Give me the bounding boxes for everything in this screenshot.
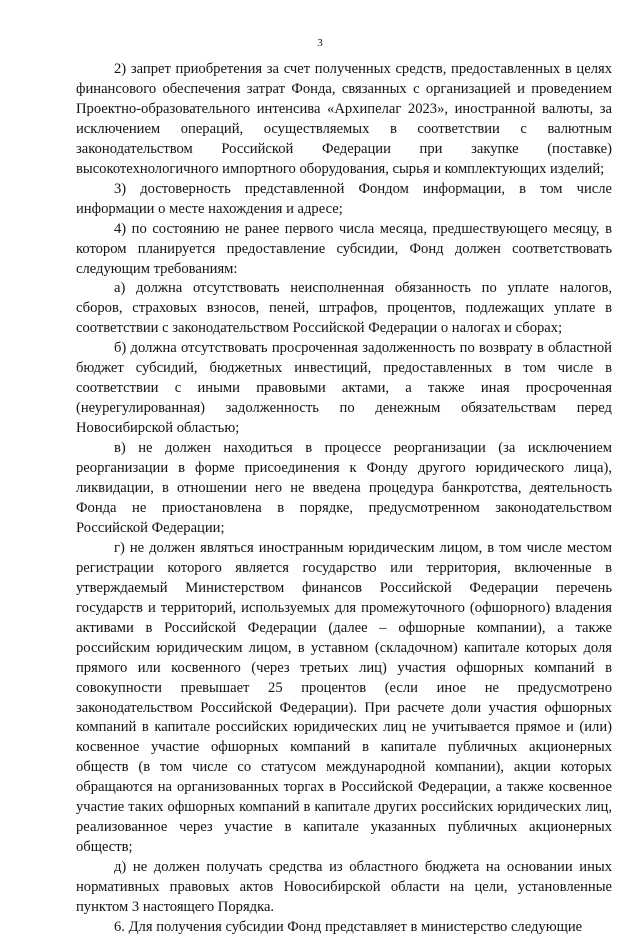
paragraph-item-4: 4) по состоянию не ранее первого числа месяца, предшествующего месяцу, в котором планируется предоставление субсидии, Фонд должен соответствовать следующим требованиям:: [76, 220, 612, 277]
document-body: [76, 60, 612, 938]
paragraph-subitem-d: д) не должен получать средства из областного бюджета на основании иных нормативных правовых актов Новосибирской области на цели, установленные пунктом 3 настоящего Порядка.: [76, 859, 612, 916]
paragraph-subitem-a: а) должна отсутствовать неисполненная обязанность по уплате налогов, сборов, страховых взносов, пеней, штрафов, процентов, подлежащих уплате в соответствии с законодательством Российской Федерации о налогах и сборах;: [76, 280, 612, 337]
page-number: 3: [317, 37, 323, 49]
paragraph-section-6: 6. Для получения субсидии Фонд представляет в министерство следующие: [114, 918, 583, 935]
paragraph-subitem-v: в) не должен находиться в процессе реорганизации (за исключением реорганизации в форме присоединения к Фонду другого юридического лица), ликвидации, в отношении него не введена процедура банкротства, деятельность Фонда не приостановлена в порядке, предусмотренном законодательством Российской Федерации;: [76, 440, 612, 536]
paragraph-subitem-g: г) не должен являться иностранным юридическим лицом, в том числе местом регистрации которого является государство или территория, включенные в утверждаемый Министерством финансов Российской Федерации перечень государств и территорий, используемых для промежуточного (офшорного) владения активами в Российской Федерации (далее – офшорные компании), а также российским юридическим лицом, в уставном (складочном) капитале которых доля прямого или косвенного (через третьих лиц) участия офшорных компаний в совокупности превышает 25 процентов (если иное не предусмотрено законодательством Российской Федерации). При расчете доли участия офшорных компаний в капитале российских юридических лиц не учитывается прямое и (или) косвенное участие офшорных компаний в капитале публичных акционерных обществ (в том числе со статусом международной компании), акции которых обращаются на организованных торгах в Российской Федерации, а также косвенное участие таких офшорных компаний в капитале других российских юридических лиц, реализованное через участие в капитале указанных публичных акционерных обществ;: [76, 539, 612, 856]
paragraph-item-2: 2) запрет приобретения за счет полученных средств, предоставленных в целях финансового обеспечения затрат Фонда, связанных с организацией и проведением Проектно-образовательного интенсива «Архипелаг 2023», иностранной валюты, за исключением операций, осуществляемых в соответствии с валютным законодательством Российской Федерации при закупке (поставке) высокотехнологичного импортного оборудования, сырья и комплектующих изделий;: [76, 61, 612, 177]
paragraph-item-3: 3) достоверность представленной Фондом информации, в том числе информации о месте нахождения и адресе;: [76, 180, 612, 217]
paragraph-subitem-b: б) должна отсутствовать просроченная задолженность по возврату в областной бюджет субсидий, бюджетных инвестиций, предоставленных в том числе в соответствии с иными правовыми актами, а также иная просроченная (неурегулированная) задолженность по денежным обязательствам перед Новосибирской областью;: [76, 340, 612, 437]
